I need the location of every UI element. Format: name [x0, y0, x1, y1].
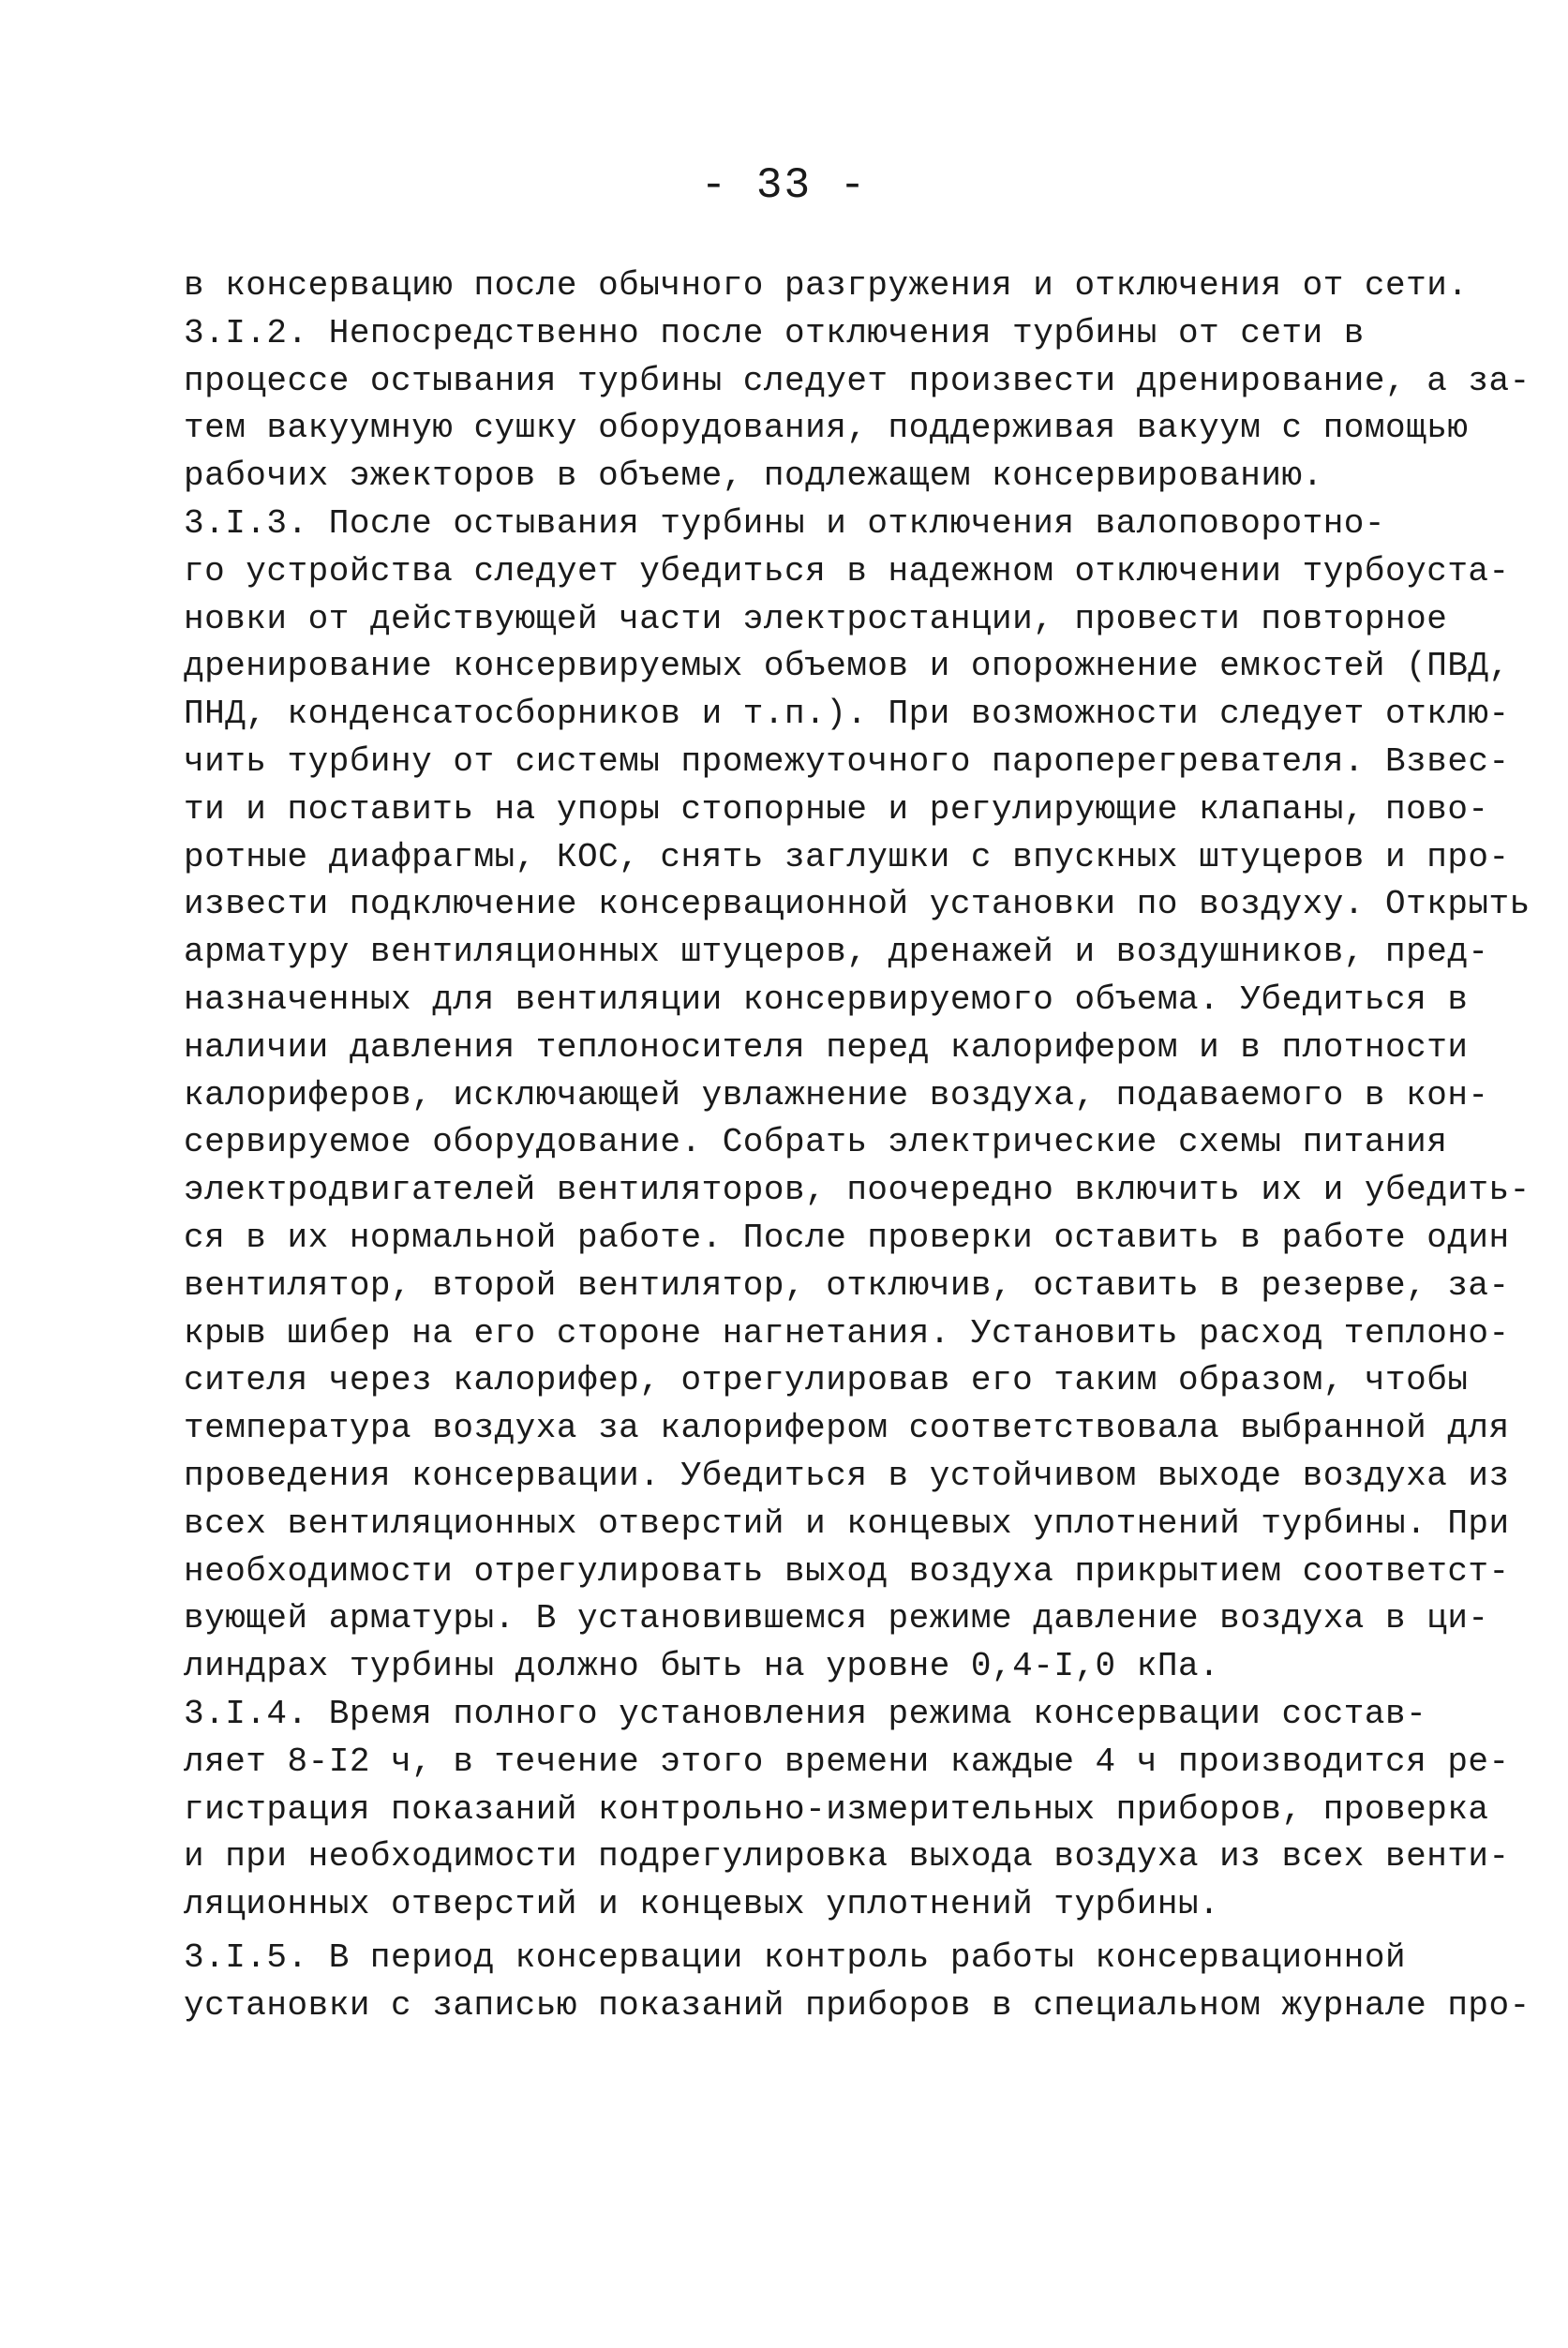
text-line: ПНД, конденсатосборников и т.п.). При возможности следует отклю-	[184, 695, 1510, 734]
text-line: новки от действующей части электростанции, провести повторное	[184, 599, 1448, 638]
text-line: го устройства следует убедиться в надежном отключении турбоуста-	[184, 551, 1510, 591]
body-text	[184, 262, 1531, 2029]
text-line: извести подключение консервационной установки по воздуху. Открыть	[184, 885, 1531, 924]
text-line: ся в их нормальной работе. После проверки оставить в работе один	[184, 1218, 1510, 1257]
text-line: 3.I.4. Время полного установления режима консервации состав-	[184, 1694, 1427, 1733]
text-line: ротные диафрагмы, КОС, снять заглушки с впускных штуцеров и про-	[184, 837, 1510, 876]
text-line: 3.I.5. В период консервации контроль работы консервационной	[184, 1937, 1407, 1977]
text-line: необходимости отрегулировать выход воздуха прикрытием соответст-	[184, 1551, 1510, 1591]
text-line: линдрах турбины должно быть на уровне 0,4-I,0 кПа.	[184, 1647, 1220, 1686]
text-line: проведения консервации. Убедиться в устойчивом выходе воздуха из	[184, 1456, 1510, 1495]
text-line: крыв шибер на его стороне нагнетания. Установить расход теплоно-	[184, 1313, 1510, 1353]
text-line: сервируемое оборудование. Собрать электрические схемы питания	[184, 1123, 1448, 1162]
text-line: электродвигателей вентиляторов, поочередно включить их и убедить-	[184, 1171, 1531, 1210]
text-line: назначенных для вентиляции консервируемого объема. Убедиться в	[184, 980, 1469, 1019]
text-line: наличии давления теплоносителя перед калорифером и в плотности	[184, 1027, 1469, 1067]
text-line: чить турбину от системы промежуточного пароперегревателя. Взвес-	[184, 741, 1510, 781]
text-line: ляет 8-I2 ч, в течение этого времени каждые 4 ч производится ре-	[184, 1742, 1510, 1781]
text-line: в консервацию после обычного разгружения и отключения от сети.	[184, 266, 1469, 305]
text-line: ти и поставить на упоры стопорные и регулирующие клапаны, пово-	[184, 789, 1489, 829]
text-line: 3.I.2. Непосредственно после отключения турбины от сети в	[184, 313, 1365, 352]
text-line: гистрация показаний контрольно-измерительных приборов, проверка	[184, 1789, 1489, 1829]
text-line: сителя через калорифер, отрегулировав его таким образом, чтобы	[184, 1361, 1469, 1400]
text-line: вующей арматуры. В установившемся режиме давление воздуха в ци-	[184, 1599, 1489, 1638]
text-line: арматуру вентиляционных штуцеров, дренажей и воздушников, пред-	[184, 933, 1489, 972]
text-line: дренирование консервируемых объемов и опорожнение емкостей (ПВД,	[184, 647, 1510, 686]
text-line: вентилятор, второй вентилятор, отключив, оставить в резерве, за-	[184, 1265, 1510, 1305]
text-line: процессе остывания турбины следует произвести дренирование, а за-	[184, 361, 1531, 400]
text-line: тем вакуумную сушку оборудования, поддерживая вакуум с помощью	[184, 409, 1469, 448]
text-line: и при необходимости подрегулировка выхода воздуха из всех венти-	[184, 1837, 1510, 1877]
text-line: установки с записью показаний приборов в специальном журнале про-	[184, 1985, 1531, 2025]
text-line: всех вентиляционных отверстий и концевых уплотнений турбины. При	[184, 1503, 1510, 1543]
text-line: ляционных отверстий и концевых уплотнений турбины.	[184, 1885, 1220, 1924]
page-number: - 33 -	[700, 161, 868, 210]
text-line: температура воздуха за калорифером соответствовала выбранной для	[184, 1409, 1510, 1448]
text-line: 3.I.3. После остывания турбины и отключения валоповоротно-	[184, 503, 1386, 543]
text-line: калориферов, исключающей увлажнение воздуха, подаваемого в кон-	[184, 1075, 1489, 1114]
text-line: рабочих эжекторов в объеме, подлежащем консервированию.	[184, 456, 1323, 496]
